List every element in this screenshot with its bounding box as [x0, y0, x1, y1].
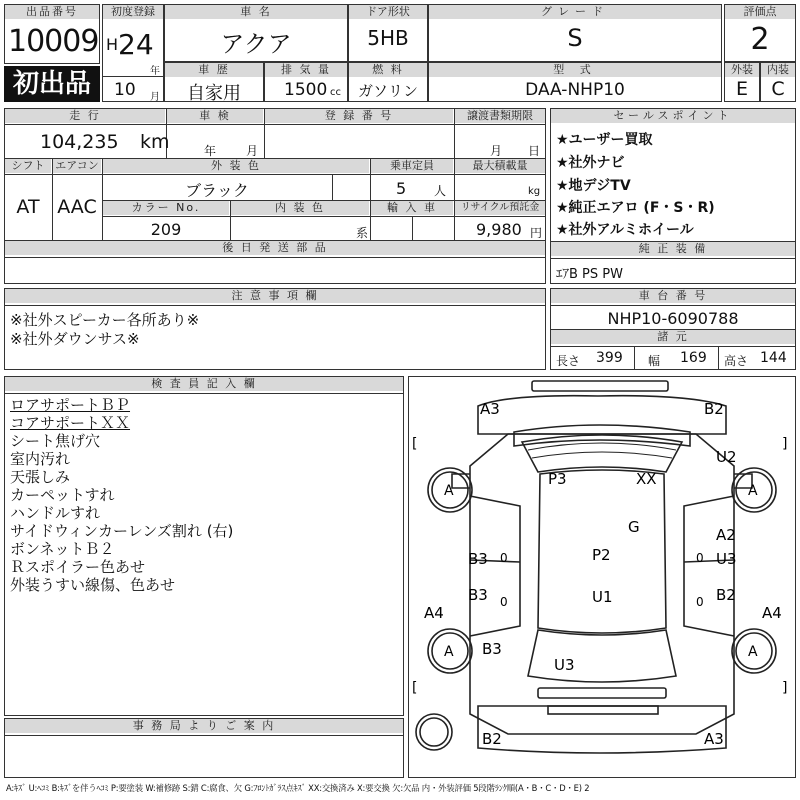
- import-label: 輸 入 車: [371, 201, 453, 215]
- damage-mark: P3: [548, 470, 567, 488]
- inspector-line: シート焦げ穴: [10, 432, 101, 450]
- inspector-line: カーペットすれ: [10, 486, 115, 504]
- zero-marker: 0: [500, 595, 508, 609]
- damage-mark: B2: [482, 730, 502, 748]
- height: 144: [760, 350, 787, 366]
- capacity: 5: [396, 179, 407, 198]
- eval-score: 2: [750, 22, 770, 57]
- mileage: 104,235: [40, 131, 119, 153]
- inspector-line: ロアサポートＢＰ: [10, 396, 131, 414]
- color-no-label: カラー No.: [103, 201, 229, 215]
- inspector-line: ボンネットＢ２: [10, 540, 115, 558]
- model: DAA-NHP10: [525, 80, 625, 100]
- displacement: 1500: [284, 80, 328, 100]
- damage-mark: B3: [468, 586, 488, 604]
- color: ブラック: [185, 181, 249, 200]
- shift: AT: [16, 196, 40, 218]
- fuel-label: 燃 料: [349, 63, 427, 77]
- zero-marker: 0: [500, 551, 508, 565]
- zero-marker: 0: [696, 595, 704, 609]
- ext-label: 外装: [725, 63, 759, 77]
- displacement-label: 排 気 量: [265, 63, 347, 77]
- inspector-line: コアサポートＸＸ: [10, 414, 131, 432]
- width-label: 幅: [648, 354, 661, 368]
- office-label: 事 務 局 よ り ご 案 内: [5, 719, 403, 733]
- int-grade: C: [771, 78, 785, 100]
- era: H: [106, 35, 119, 54]
- sales-point-item: ★社外アルミホイール: [556, 222, 694, 238]
- grade: S: [567, 24, 583, 52]
- damage-mark: B3: [468, 550, 488, 568]
- damage-mark: XX: [636, 470, 657, 488]
- dims-label: 諸 元: [551, 330, 795, 344]
- color-no: 209: [150, 220, 182, 239]
- load-unit: kg: [528, 186, 541, 197]
- month-unit: 月: [150, 92, 160, 103]
- transfer-month-unit: 月: [490, 144, 503, 158]
- insp-month-unit: 月: [246, 144, 259, 158]
- damage-mark: A: [444, 644, 454, 660]
- caution-line: ※社外スピーカー各所あり※: [10, 311, 200, 329]
- damage-mark: A: [444, 483, 454, 499]
- plate-label: 登 録 番 号: [265, 109, 453, 123]
- insp-year-unit: 年: [204, 144, 217, 158]
- height-label: 高さ: [724, 354, 749, 368]
- chassis-label: 車 台 番 号: [551, 289, 795, 303]
- bracket-marker: [: [412, 680, 418, 696]
- int-color-label: 内 装 色: [231, 201, 369, 215]
- grade-label: グレード: [429, 5, 721, 19]
- caution-label: 注 意 事 項 欄: [5, 289, 545, 303]
- damage-mark: U3: [554, 656, 575, 674]
- equipment-label: 純 正 装 備: [551, 242, 795, 256]
- footer-legend: A:ｷｽﾞ U:ﾍｺﾐ B:ｷｽﾞを伴うﾍｺﾐ P:要塗装 W:補修跡 S:錆 C:腐食、欠 G:ﾌﾛﾝﾄｶﾞﾗｽ点ｷｽﾞ XX:交換済み X:要交換 欠:欠品 内・外装評価 5段階ﾗﾝｸ順(A・B・C・D・E) 2: [6, 783, 590, 793]
- damage-mark: U1: [592, 588, 613, 606]
- history: 自家用: [187, 83, 241, 104]
- year-unit: 年: [150, 66, 160, 77]
- ac: AAC: [57, 196, 97, 218]
- damage-mark: A4: [424, 604, 444, 622]
- recycle-unit: 円: [530, 226, 543, 240]
- later-parts-label: 後 日 発 送 部 品: [5, 241, 545, 255]
- damage-mark: A4: [762, 604, 782, 622]
- transfer-day-unit: 日: [528, 144, 541, 158]
- width: 169: [680, 350, 707, 366]
- shift-label: シフト: [5, 159, 51, 173]
- damage-mark: A: [748, 483, 758, 499]
- damage-mark: A3: [480, 400, 500, 418]
- sales-point-item: ★地デジTV: [556, 178, 631, 194]
- lot-number: 10009: [8, 24, 99, 59]
- first-listing-badge: 初出品: [4, 66, 100, 102]
- inspector-line: 天張しみ: [10, 468, 71, 486]
- inspector-label: 検 査 員 記 入 欄: [5, 377, 403, 391]
- model-label: 型 式: [429, 63, 721, 77]
- sales-point-item: ★ユーザー買取: [556, 132, 653, 148]
- door-type: 5HB: [367, 26, 409, 50]
- damage-mark: B2: [704, 400, 724, 418]
- bracket-marker: [: [412, 436, 418, 452]
- ext-grade: E: [735, 78, 748, 100]
- damage-mark: A: [748, 644, 758, 660]
- transfer-label: 譲渡書類期限: [455, 109, 545, 123]
- displacement-unit: cc: [330, 87, 341, 98]
- car-name-label: 車 名: [165, 5, 347, 19]
- mileage-unit: km: [140, 131, 170, 153]
- mileage-label: 走 行: [5, 109, 165, 123]
- reg-year: 24: [118, 28, 154, 61]
- damage-mark: A2: [716, 526, 736, 544]
- damage-mark: B2: [716, 586, 736, 604]
- bracket-marker: ]: [782, 680, 788, 696]
- car-name: アクア: [220, 30, 292, 58]
- damage-mark: B3: [482, 640, 502, 658]
- lot-number-label: 出品番号: [5, 5, 99, 19]
- capacity-label: 乗車定員: [371, 159, 453, 173]
- zero-marker: 0: [696, 551, 704, 565]
- history-label: 車 歴: [165, 63, 263, 77]
- first-reg-label: 初度登録: [103, 5, 163, 19]
- door-label: ドア形状: [349, 5, 427, 19]
- capacity-unit: 人: [434, 184, 447, 198]
- length-label: 長さ: [556, 354, 581, 368]
- inspector-line: サイドウィンカーレンズ割れ (右): [10, 522, 234, 540]
- eval-label: 評価点: [725, 5, 795, 19]
- reg-month: 10: [114, 80, 136, 100]
- damage-mark: U3: [716, 550, 737, 568]
- ac-label: エアコン: [53, 159, 101, 173]
- inspector-line: Ｒスポイラー色あせ: [10, 558, 146, 576]
- car-diagram: [408, 376, 796, 778]
- inspection-label: 車 検: [167, 109, 263, 123]
- bracket-marker: ]: [782, 436, 788, 452]
- damage-mark: U2: [716, 448, 737, 466]
- length: 399: [596, 350, 623, 366]
- recycle-label: リサイクル預託金: [455, 201, 545, 215]
- sales-points-label: セールスポイント: [551, 109, 795, 123]
- int-label: 内装: [761, 63, 795, 77]
- damage-mark: G: [628, 518, 640, 536]
- inspector-line: 外装うすい線傷、色あせ: [10, 576, 176, 594]
- chassis-number: NHP10-6090788: [607, 309, 739, 328]
- damage-mark: P2: [592, 546, 611, 564]
- sales-point-item: ★社外ナビ: [556, 155, 625, 171]
- recycle: 9,980: [476, 220, 522, 239]
- color-label: 外 装 色: [103, 159, 369, 173]
- caution-line: ※社外ダウンサス※: [10, 330, 140, 348]
- inspector-line: 室内汚れ: [10, 450, 71, 468]
- inspector-line: ハンドルすれ: [10, 504, 101, 522]
- fuel: ガソリン: [357, 82, 418, 100]
- equipment: ｴｱB PS PW: [556, 267, 623, 282]
- sales-point-item: ★純正エアロ (F・S・R): [556, 200, 715, 216]
- load-label: 最大積載量: [455, 159, 545, 173]
- damage-mark: A3: [704, 730, 724, 748]
- int-color-unit: 系: [356, 226, 369, 240]
